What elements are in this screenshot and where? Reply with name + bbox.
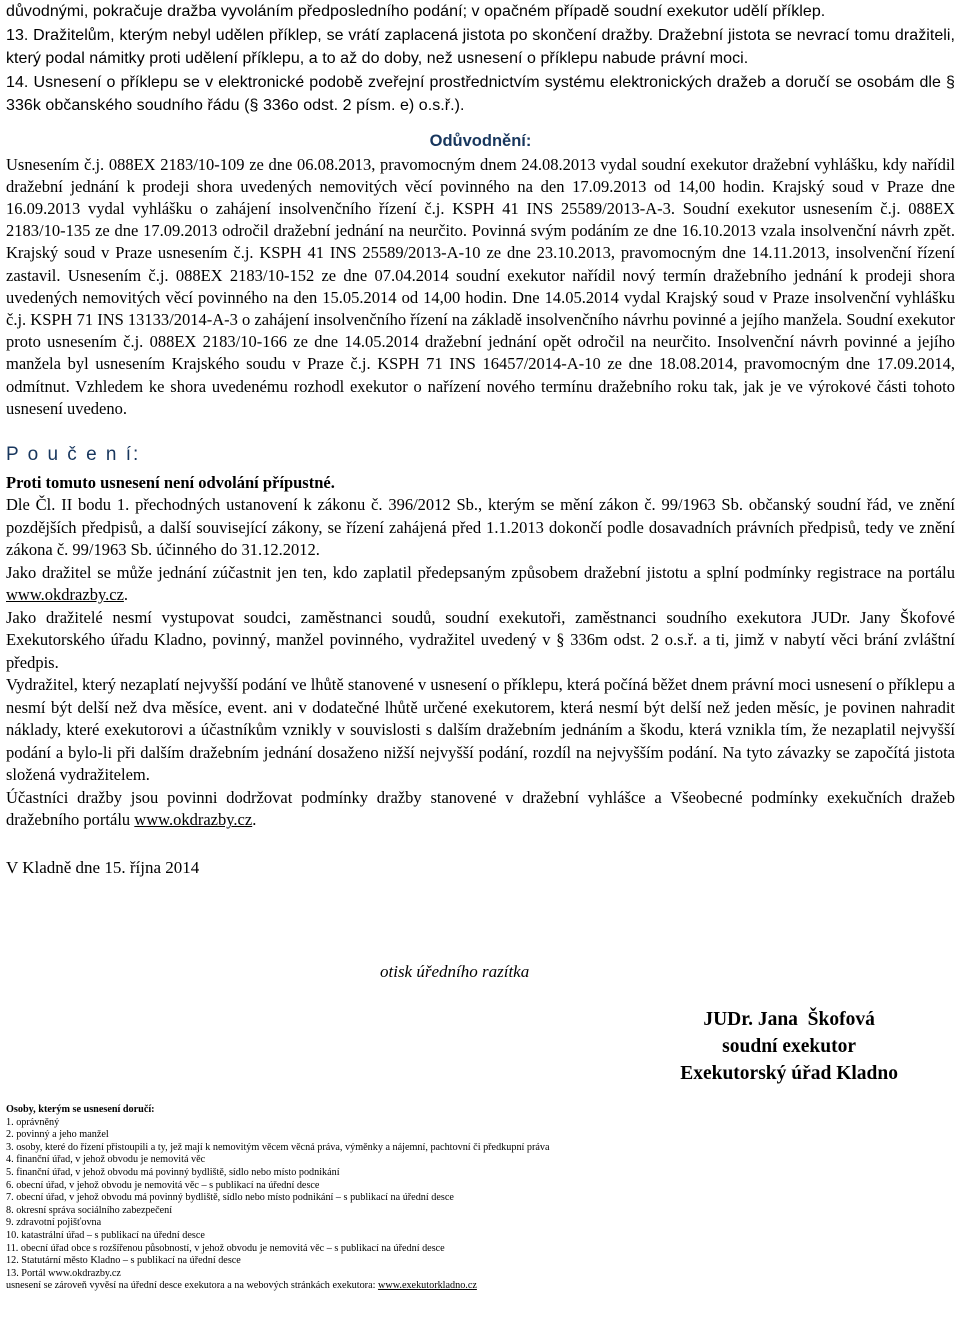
okdrazby-link-2[interactable]: www.okdrazby.cz [134,810,253,830]
oduvodneni-heading: Odůvodnění: [429,131,532,150]
stamp-placeholder: otisk úředního razítka [380,962,530,981]
okdrazby-link[interactable]: www.okdrazby.cz [6,585,124,605]
oduvodneni-text: Usnesením č.j. 088EX 2183/10-109 ze dne 06.08.2013, pravomocným dnem 24.08.2013 vydal soudní exekutor dražební vyhlášku, kdy nařídil dražební jednání k prodeji shora uvedených nemovitých věcí povinného na den 17.09.2013 od 14,00 hodin. Krajský soud v Praze dne 16.09.2013 vydal vyhlášku o zahájení insolvenčního řízení č.j. KSPH 41 INS 25589/2013-A-3. Soudní exekutor usnesením č.j. 088EX 2183/10-135 ze dne 17.09.2013 odročil dražební jednání na neurčito. Povinná svým podáním ze dne 16.10.2013 vzala insolvenční návrh zpět. Krajský soud v Praze usnesením č.j. KSPH 41 INS 25589/2013-A-10 ze dne 23.10.2013, pravomocným dne 14.11.2013, insolvenční řízení zastavil. Usnesením č.j. 088EX 2183/10-152 ze dne 07.04.2014 soudní exekutor nařídil nový termín dražebního jednání k prodeji shora uvedených nemovitých věcí povinného na den 15.05.2014 od 14,00 hodin. Dne 14.05.2014 vydal Krajský soud v Praze insolvenční vyhlášku č.j. KSPH 71 INS 13133/2014-A-3 o zahájení insolvenčního řízení na základě insolvenčního návrhu povinné a jejího manžela. Soudní exekutor proto usnesením č.j. 088EX 2183/10-166 ze dne 14.05.2014 dražební jednání opět odročil na neurčito. Insolvenční návrh povinné a jejího manžela byl usnesením Krajského soudu v Praze č.j. KSPH 71 INS 16457/2014-A-10 ze dne 18.08.2014, pravomocným dne 17.09.2014, odmítnut. Vzhledem ke shora uvedenému rozhodl exekutor o nařízení nového termínu dražebního roku tak, jak je ve výrokové části tohoto usnesení uvedeno. [6,154,955,418]
exekutorkladno-link[interactable]: www.exekutorkladno.cz [377,1280,477,1292]
recipient-item: 1. oprávněný [6,1116,60,1128]
poucheni-p2-end: . [123,585,129,605]
poucheni-p4: Vydražitel, který nezaplatí nejvyšší podání ve lhůtě stanovené v usnesení o příklepu, která počíná běžet dnem právní moci usnesení o příklepu a nesmí být delší než dva měsíce, event. ani v dodatečné lhůtě určené exekutorem, která nesmí být delší než jeden měsíc, je povinen nahradit náklady, které exekutorovi a účastníkům vznikly v souvislosti s dalším dražebním jednáním a škodu, která vznikla tím, že nezaplatil nejvyšší podání a bylo-li při dalším dražebním jednání dosaženo nižší nejvyšší podání, rozdíl na nejvyšším podání. Na tyto závazky se započítá jistota složená vydražitelem. [6,675,955,785]
recipient-item: 2. povinný a jeho manžel [6,1129,109,1141]
recipient-item: 4. finanční úřad, v jehož obvodu je nemovitá věc [6,1154,206,1166]
poucheni-p2 [6,562,955,607]
recipient-item: 10. katastrální úřad – s publikací na úřední desce [6,1229,205,1241]
recipients-footer-text: usnesení se zároveň vyvěsí na úřední desce exekutora a na webových stránkách exekutora: [6,1280,378,1292]
poucheni-heading: P o u č e n í: [6,443,141,465]
recipient-item: 12. Statutární město Kladno – s publikací na úřední desce [6,1255,241,1267]
recipient-item: 11. obecní úřad obce s rozšířenou působností, v jehož obvodu je nemovitá věc – s publikací na úřední desce [6,1242,445,1254]
paragraph-14: 14. Usnesení o příklepu se v elektronické podobě zveřejní prostřednictvím systému elektronických dražeb a doručí se osobám dle § 336k občanského soudního řádu (§ 336o odst. 2 písm. e) o.s.ř.). [6,73,955,114]
recipients-title: Osoby, kterým se usnesení doručí: [6,1104,155,1115]
signature-block [680,1006,898,1087]
recipients-list [6,1104,946,1293]
signature-office: Exekutorský úřad Kladno [680,1063,898,1084]
document-page [6,0,955,878]
recipient-item: 6. obecní úřad, v jehož obvodu je nemovitá věc – s publikací na úřední desce [6,1179,320,1191]
recipient-item: 7. obecní úřad, v jehož obvodu má povinný bydliště, sídlo nebo místo podnikání – s publikací na úřední desce [6,1192,454,1204]
recipient-item: 13. Portál www.okdrazby.cz [6,1267,121,1279]
poucheni-p1: Dle Čl. II bodu 1. přechodných ustanovení k zákonu č. 396/2012 Sb., kterým se mění zákon č. 99/1963 Sb. občanský soudní řád, ve znění pozdějších předpisů, a další související zákony, se řízení zahájená před 1.1.2013 dokončí podle dosavadních právních předpisů, tedy ve znění zákona č. 99/1963 Sb. účinného do 31.12.2012. [6,495,955,560]
signature-role: soudní exekutor [722,1036,856,1057]
date-line: V Kladně dne 15. října 2014 [6,857,200,877]
poucheni-p3: Jako dražitelé nesmí vystupovat soudci, zaměstnanci soudů, soudní exekutoři, zaměstnanci soudního exekutora JUDr. Jany Škofové Exekutorského úřadu Kladno, povinný, manžel povinného, vydražitel uvedený v § 336m odst. 2 o.s.ř. a ti, jimž v nabytí věci brání zvláštní předpis. [6,607,955,672]
poucheni-p2-text: Jako dražitel se může jednání zúčastnit jen ten, kdo zaplatil předepsaným způsobem dražební jistotu a splní podmínky registrace na portálu [6,562,955,582]
poucheni-p5 [6,787,955,832]
paragraph-12-end: důvodnými, pokračuje dražba vyvoláním předposledního podání; v opačném případě soudní exekutor udělí příklep. [6,3,826,20]
poucheni-no-appeal: Proti tomuto usnesení není odvolání přípustné. [6,472,335,492]
poucheni-p5-end: . [252,810,257,830]
paragraph-13: 13. Dražitelům, kterým nebyl udělen příklep, se vrátí zaplacená jistota po skončení dražby. Dražební jistota se nevrací tomu dražiteli, který podal námitky proti udělení příklepu, a to až do doby, než usnesení o příklepu nabude právní moci. [6,26,955,67]
poucheni-p5-text: Účastníci dražby jsou povinni dodržovat podmínky dražby stanovené v dražební vyhlášce a Všeobecné podmínky exekučních dražeb dražebního portálu [6,787,955,830]
recipients-footer [6,1280,946,1293]
recipient-item: 5. finanční úřad, v jehož obvodu má povinný bydliště, sídlo nebo místo podnikání [6,1166,340,1178]
signature-name: JUDr. Jana Škofová [703,1009,875,1030]
recipient-item: 9. zdravotní pojišťovna [6,1217,102,1229]
recipient-item: 3. osoby, které do řízení přistoupili a ty, jež mají k nemovitým věcem věcná práva, výměnky a nájemní, pachtovní či předkupní práva [6,1141,550,1153]
recipient-item: 8. okresní správa sociálního zabezpečení [6,1204,173,1216]
